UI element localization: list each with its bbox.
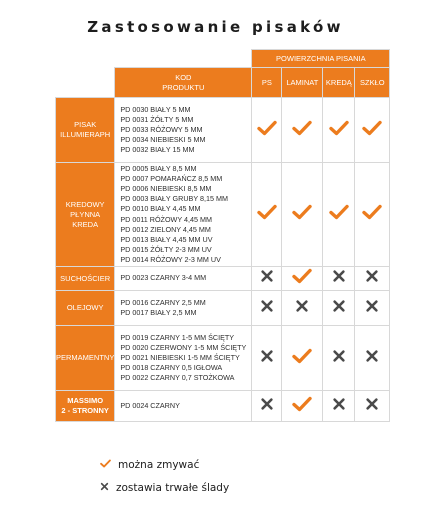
product-code: PD 0020 CZERWONY 1-5 MM ŚCIĘTY — [120, 342, 247, 352]
cross-icon — [260, 397, 274, 416]
product-code: PD 0005 BIAŁY 8,5 MM — [120, 164, 197, 174]
surface-column-laminat: LAMINAT — [282, 68, 323, 98]
product-code: PD 0007 POMARAŃCZ 8,5 MM — [120, 174, 223, 184]
code-header — [115, 68, 252, 98]
mark-ps — [252, 98, 282, 163]
mark-szklo — [355, 163, 390, 267]
mark-ps — [252, 326, 282, 391]
mark-laminat — [282, 98, 323, 163]
product-code: PD 0010 BIAŁY 4,45 MM — [120, 204, 201, 214]
row-category-line: OLEJOWY — [66, 303, 104, 312]
row-category — [56, 163, 115, 267]
product-code: PD 0011 RÓŻOWY 4,45 MM — [120, 214, 212, 224]
product-code: PD 0030 BIAŁY 5 MM — [120, 104, 191, 114]
product-code: PD 0019 CZARNY 1-5 MM ŚCIĘTY — [120, 332, 235, 342]
product-codes — [115, 267, 252, 291]
cross-icon — [260, 269, 274, 288]
marker-usage-table — [55, 49, 390, 422]
table-row — [56, 267, 390, 291]
row-category-line: KREDA — [72, 219, 99, 229]
legend-check-text: można zmywać — [118, 459, 200, 471]
mark-laminat — [282, 267, 323, 291]
table-row — [56, 326, 390, 391]
cross-icon — [260, 299, 274, 318]
mark-szklo — [355, 98, 390, 163]
product-code: PD 0015 ŻÓŁTY 2-3 MM UV — [120, 244, 212, 254]
row-category-line: PŁYNNA — [70, 209, 101, 219]
product-codes — [115, 391, 252, 422]
product-code: PD 0006 NIEBIESKI 8,5 MM — [120, 184, 212, 194]
table-row — [56, 163, 390, 267]
code-header-line-1: KOD — [175, 72, 192, 82]
check-icon — [329, 204, 349, 225]
row-category — [56, 391, 115, 422]
mark-kreda — [323, 163, 355, 267]
check-icon — [257, 204, 277, 225]
check-icon — [257, 120, 277, 141]
product-code: PD 0021 NIEBIESKI 1-5 MM ŚCIĘTY — [120, 352, 240, 362]
cross-icon — [332, 269, 346, 288]
product-code: PD 0014 RÓŻOWY 2-3 MM UV — [120, 254, 221, 264]
cross-icon — [332, 397, 346, 416]
surface-column-kreda: KREDĄ — [323, 68, 355, 98]
check-icon — [329, 120, 349, 141]
row-category-line: KREDOWY — [65, 199, 105, 209]
mark-kreda — [323, 391, 355, 422]
surface-column-ps: PS — [252, 68, 282, 98]
product-code: PD 0018 CZARNY 0,5 IGŁOWA — [120, 363, 223, 373]
check-icon — [362, 204, 382, 225]
page-title: Zastosowanie pisaków — [87, 18, 344, 36]
product-codes — [115, 291, 252, 326]
check-icon — [292, 204, 312, 225]
check-icon — [362, 120, 382, 141]
surface-header: POWIERZCHNIA PISANIA — [252, 50, 390, 68]
blank-cell — [56, 68, 115, 98]
mark-ps — [252, 391, 282, 422]
row-category-line: 2 - STRONNY — [61, 406, 109, 415]
cross-icon — [260, 349, 274, 368]
code-header-line-2: PRODUKTU — [162, 82, 205, 92]
product-code: PD 0013 BIAŁY 4,45 MM UV — [120, 234, 213, 244]
mark-kreda — [323, 267, 355, 291]
mark-laminat — [282, 391, 323, 422]
table-row — [56, 291, 390, 326]
mark-laminat — [282, 163, 323, 267]
mark-laminat — [282, 326, 323, 391]
surface-column-szklo: SZKŁO — [355, 68, 390, 98]
row-category-line: PERMAMENTNY — [56, 353, 115, 362]
row-category-line: ILLUMIERAPH — [60, 130, 111, 139]
product-code: PD 0022 CZARNY 0,7 STOŻKOWA — [120, 373, 235, 383]
product-code: PD 0034 NIEBIESKI 5 MM — [120, 135, 206, 145]
legend-cross-text: zostawia trwałe ślady — [116, 482, 230, 494]
mark-kreda — [323, 291, 355, 326]
row-category — [56, 291, 115, 326]
table-row — [56, 391, 390, 422]
cross-icon — [100, 482, 109, 494]
row-category — [56, 326, 115, 391]
mark-laminat — [282, 291, 323, 326]
product-code: PD 0017 BIAŁY 2,5 MM — [120, 308, 197, 317]
row-category — [56, 98, 115, 163]
cross-icon — [365, 397, 379, 416]
mark-szklo — [355, 267, 390, 291]
check-icon — [100, 459, 111, 471]
cross-icon — [332, 349, 346, 368]
mark-szklo — [355, 326, 390, 391]
cross-icon — [365, 349, 379, 368]
product-codes — [115, 98, 252, 163]
product-code: PD 0023 CZARNY 3-4 MM — [120, 273, 207, 283]
mark-ps — [252, 267, 282, 291]
mark-kreda — [323, 326, 355, 391]
mark-kreda — [323, 98, 355, 163]
check-icon — [292, 120, 312, 141]
product-code: PD 0012 ZIELONY 4,45 MM — [120, 224, 211, 234]
check-icon — [292, 348, 312, 369]
product-code: PD 0003 BIAŁY GRUBY 8,15 MM — [120, 194, 228, 204]
product-code: PD 0016 CZARNY 2,5 MM — [120, 297, 206, 307]
cross-icon — [332, 299, 346, 318]
table-row — [56, 98, 390, 163]
product-code: PD 0032 BIAŁY 15 MM — [120, 145, 195, 155]
row-category-line: MASSIMO — [67, 396, 104, 405]
cross-icon — [365, 269, 379, 288]
blank-corner — [56, 50, 252, 68]
product-codes — [115, 163, 252, 267]
product-codes — [115, 326, 252, 391]
legend-check — [100, 459, 199, 471]
mark-ps — [252, 163, 282, 267]
product-code: PD 0033 RÓŻOWY 5 MM — [120, 124, 203, 134]
legend-cross — [100, 482, 229, 494]
product-code: PD 0024 CZARNY — [120, 400, 180, 410]
product-code: PD 0031 ŻÓŁTY 5 MM — [120, 114, 194, 124]
check-icon — [292, 396, 312, 417]
cross-icon — [295, 299, 309, 318]
check-icon — [292, 268, 312, 289]
mark-ps — [252, 291, 282, 326]
mark-szklo — [355, 391, 390, 422]
row-category-line: SUCHOŚCIER — [60, 273, 111, 283]
mark-szklo — [355, 291, 390, 326]
row-category — [56, 267, 115, 291]
row-category-line: PISAK — [74, 120, 97, 129]
cross-icon — [365, 299, 379, 318]
